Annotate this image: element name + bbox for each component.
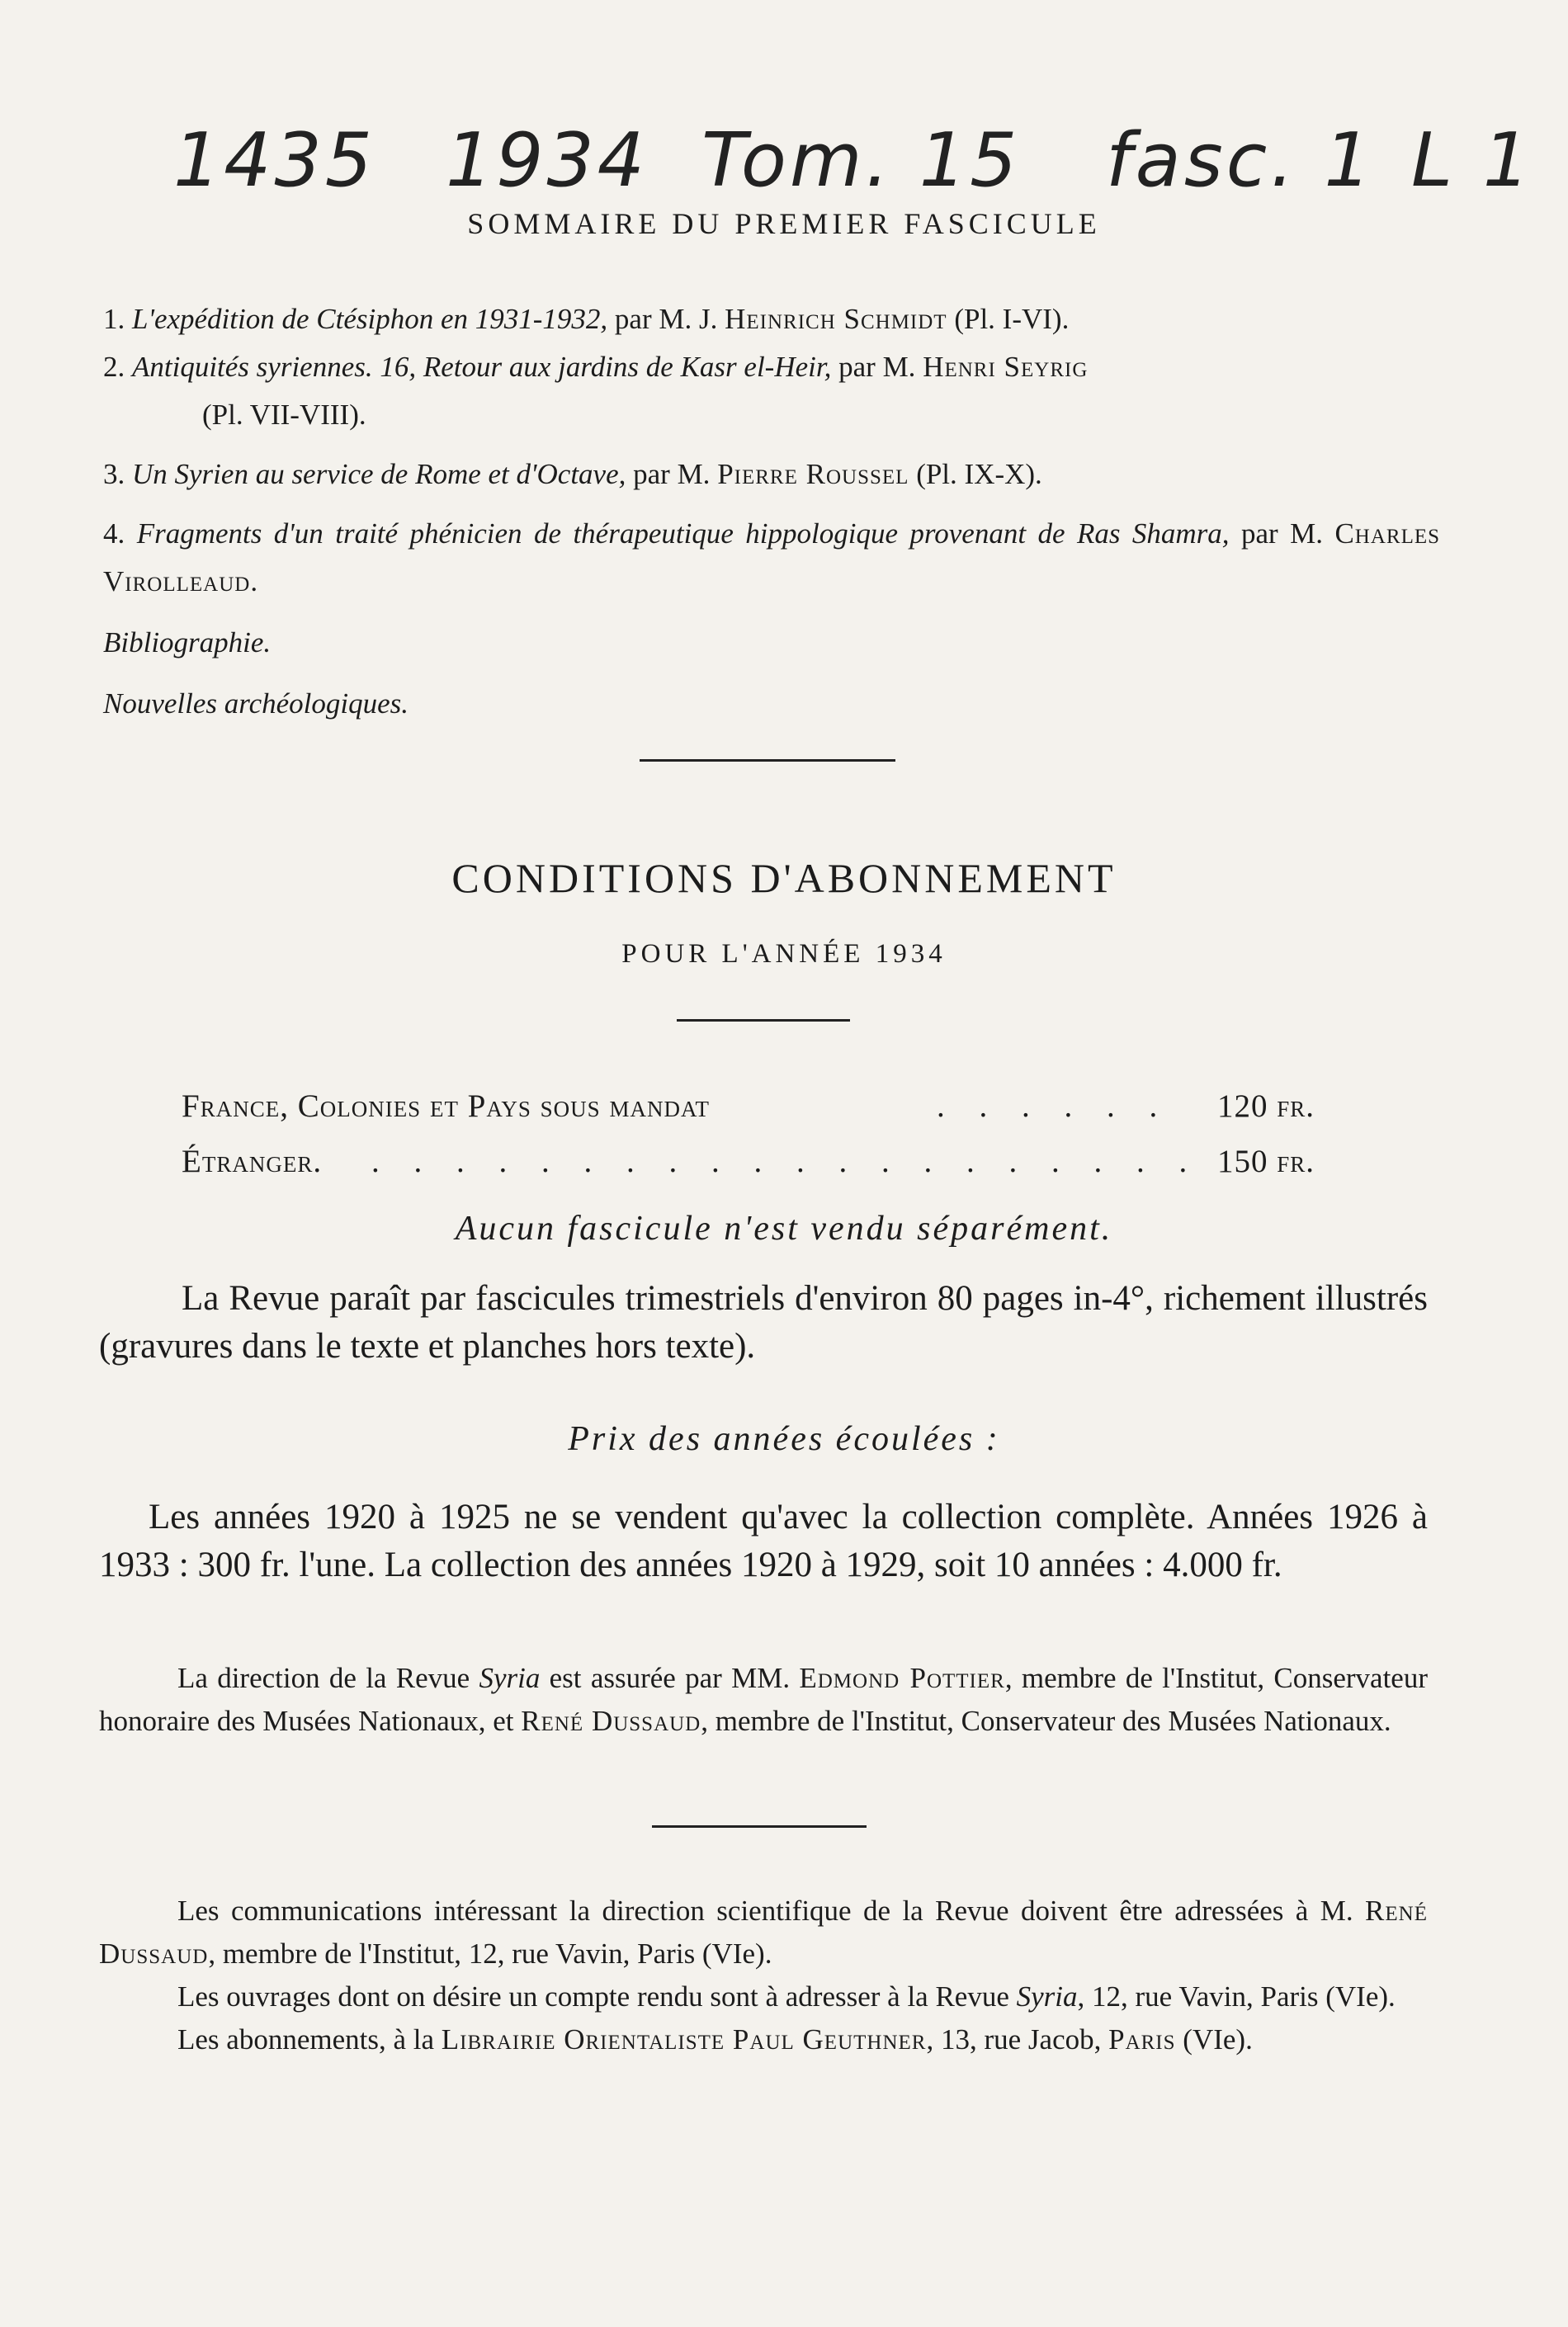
revue-description: La Revue paraît par fascicules trimestriels d'environ 80 pages in-4°, richement illustrés (gravures dans le texte et planches hors texte). [99,1279,1428,1366]
journal-name: Syria [1016,1980,1078,2013]
price-leader-dots: . . . . . . [937,1088,1171,1124]
past-years-title: Prix des années écoulées : [568,1420,1000,1458]
handwritten-note: 1934 [446,117,649,204]
reviews-paragraph [99,1975,1428,2018]
toc-plates: (Pl. VII-VIII). [202,399,366,431]
toc-number: 2. [103,351,125,383]
price-label: France, Colonies et Pays sous mandat [182,1088,710,1124]
handwritten-note: Tom. 15 [701,117,1021,204]
price-value: 150 fr. [1217,1144,1315,1179]
toc-title: Fragments d'un traité phénicien de thérapeutique hippologique provenant de Ras Shamra, [136,517,1230,550]
toc-nouvelles: Nouvelles archéologiques. [103,687,409,720]
text-run: , 12, rue Vavin, Paris (VIe). [1077,1980,1396,2013]
text-run: est assurée par MM. [540,1662,800,1694]
toc-end: . [250,565,258,597]
journal-name: Syria [479,1662,541,1694]
toc-item [103,451,1440,498]
text-run: , membre de l'Institut, Conservateur honoraire des Musées Nationaux, et [99,1662,1428,1737]
toc-by: par M. [633,458,711,490]
price-label: Étranger. [182,1144,323,1179]
toc-author: Heinrich Schmidt [725,303,947,335]
communications-block [99,1890,1428,2061]
toc-author: Charles Virolleaud [103,517,1441,597]
director-name: René Dussaud [521,1705,701,1737]
toc-title: Antiquités syriennes. 16, Retour aux jardins de Kasr el-Heir, [132,351,832,383]
city-name: Paris [1108,2023,1176,2056]
text-run: Les ouvrages dont on désire un compte rendu sont à adresser à la Revue [177,1980,1017,2013]
toc-item [103,510,1440,606]
handwritten-notes [173,107,1534,215]
sommaire-title: SOMMAIRE DU PREMIER FASCICULE [467,207,1101,240]
toc-item [103,295,1440,343]
text-run: Les communications intéressant la direction scientifique de la Revue doivent être adressées à M. [177,1895,1366,1927]
toc-plates: (Pl. IX-X). [916,458,1042,490]
text-run: (VIe). [1175,2023,1253,2056]
toc-by: par M. [838,351,916,383]
toc-title: Un Syrien au service de Rome et d'Octave, [132,458,626,490]
text-run: La direction de la Revue [177,1662,479,1694]
toc-author: Pierre Roussel [717,458,909,490]
price-leader-dots: . . . . . . . . . . . . . . . . . . . . [371,1144,1201,1179]
subscriptions-paragraph [99,2018,1428,2061]
toc-title: L'expédition de Ctésiphon en 1931-1932, [132,303,608,335]
text-run: , membre de l'Institut, Conservateur des Musées Nationaux. [701,1705,1391,1737]
divider-rule [640,759,895,762]
toc-number: 3. [103,458,125,490]
handwritten-note: fasc. 1 [1106,117,1375,204]
divider-rule [677,1019,850,1022]
text-run: Les abonnements, à la [177,2023,442,2056]
toc-item [103,343,1440,439]
past-years-prices: Les années 1920 à 1925 ne se vendent qu'avec la collection complète. Années 1926 à 1933 : 300 fr. l'une. La collection des années 1920 à 1929, soit 10 années : 4.000 fr. [99,1498,1428,1584]
director-name: Edmond Pottier [799,1662,1005,1694]
toc-plates: (Pl. I-VI). [954,303,1070,335]
toc-by: par M. [1241,517,1323,550]
toc-bibliographie: Bibliographie. [103,626,272,658]
table-of-contents [103,295,1440,728]
conditions-title: CONDITIONS D'ABONNEMENT [451,855,1117,901]
toc-by: par M. J. [614,303,718,335]
director-name: René Dussaud [99,1895,1428,1970]
direction-paragraph [99,1657,1428,1743]
single-issue-note: Aucun fascicule n'est vendu séparément. [455,1210,1113,1248]
toc-number: 4. [103,517,125,550]
divider-rule [652,1825,867,1828]
price-value: 120 fr. [1217,1088,1315,1124]
text-run: , 13, rue Jacob, [926,2023,1109,2056]
handwritten-note: L 1 [1411,117,1534,204]
toc-author: Henri Seyrig [923,351,1089,383]
publisher-name: Librairie Orientaliste Paul Geuthner [441,2023,927,2056]
conditions-subtitle: POUR L'ANNÉE 1934 [621,939,947,969]
toc-number: 1. [103,303,125,335]
text-run: , membre de l'Institut, 12, rue Vavin, Paris (VIe). [208,1938,772,1970]
communications-paragraph [99,1890,1428,1975]
handwritten-note: 1435 [173,117,376,204]
